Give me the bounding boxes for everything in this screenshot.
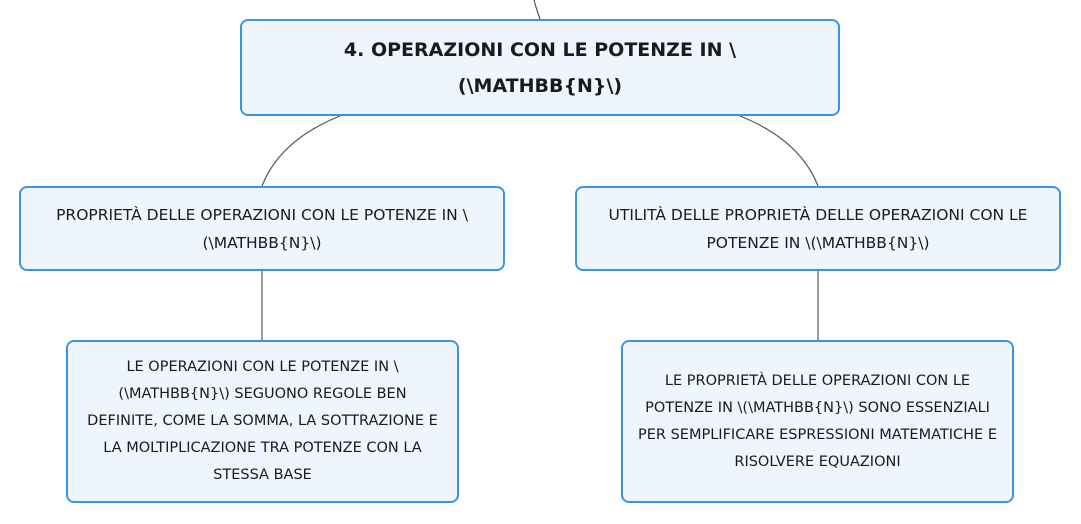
connector-parent-to-root xyxy=(534,0,540,19)
connector-root-to-left xyxy=(262,116,340,186)
usefulness-detail-label: LE PROPRIETÀ DELLE OPERAZIONI CON LE POTENZE IN \(\MATHBB{N}\) SONO ESSENZIALI PER SEMPLIFICARE ESPRESSIONI MATEMATICHE E RISOLVERE EQUAZIONI xyxy=(638,372,997,470)
root-topic-node[interactable] xyxy=(240,19,840,116)
properties-label: PROPRIETÀ DELLE OPERAZIONI CON LE POTENZE IN \(\MATHBB{N}\) xyxy=(56,205,468,252)
usefulness-node[interactable] xyxy=(575,186,1061,271)
usefulness-detail-node[interactable] xyxy=(621,340,1014,503)
properties-detail-label: LE OPERAZIONI CON LE POTENZE IN \(\MATHBB{N}\) SEGUONO REGOLE BEN DEFINITE, COME LA SOMMA, LA SOTTRAZIONE E LA MOLTIPLICAZIONE TRA POTENZE CON LA STESSA BASE xyxy=(87,359,438,483)
root-topic-label: 4. OPERAZIONI CON LE POTENZE IN \(\MATHBB{N}\) xyxy=(343,38,737,97)
properties-detail-node[interactable] xyxy=(66,340,459,503)
connector-root-to-right xyxy=(740,116,818,186)
properties-node[interactable] xyxy=(19,186,505,271)
usefulness-label: UTILITÀ DELLE PROPRIETÀ DELLE OPERAZIONI CON LE POTENZE IN \(\MATHBB{N}\) xyxy=(608,205,1028,252)
